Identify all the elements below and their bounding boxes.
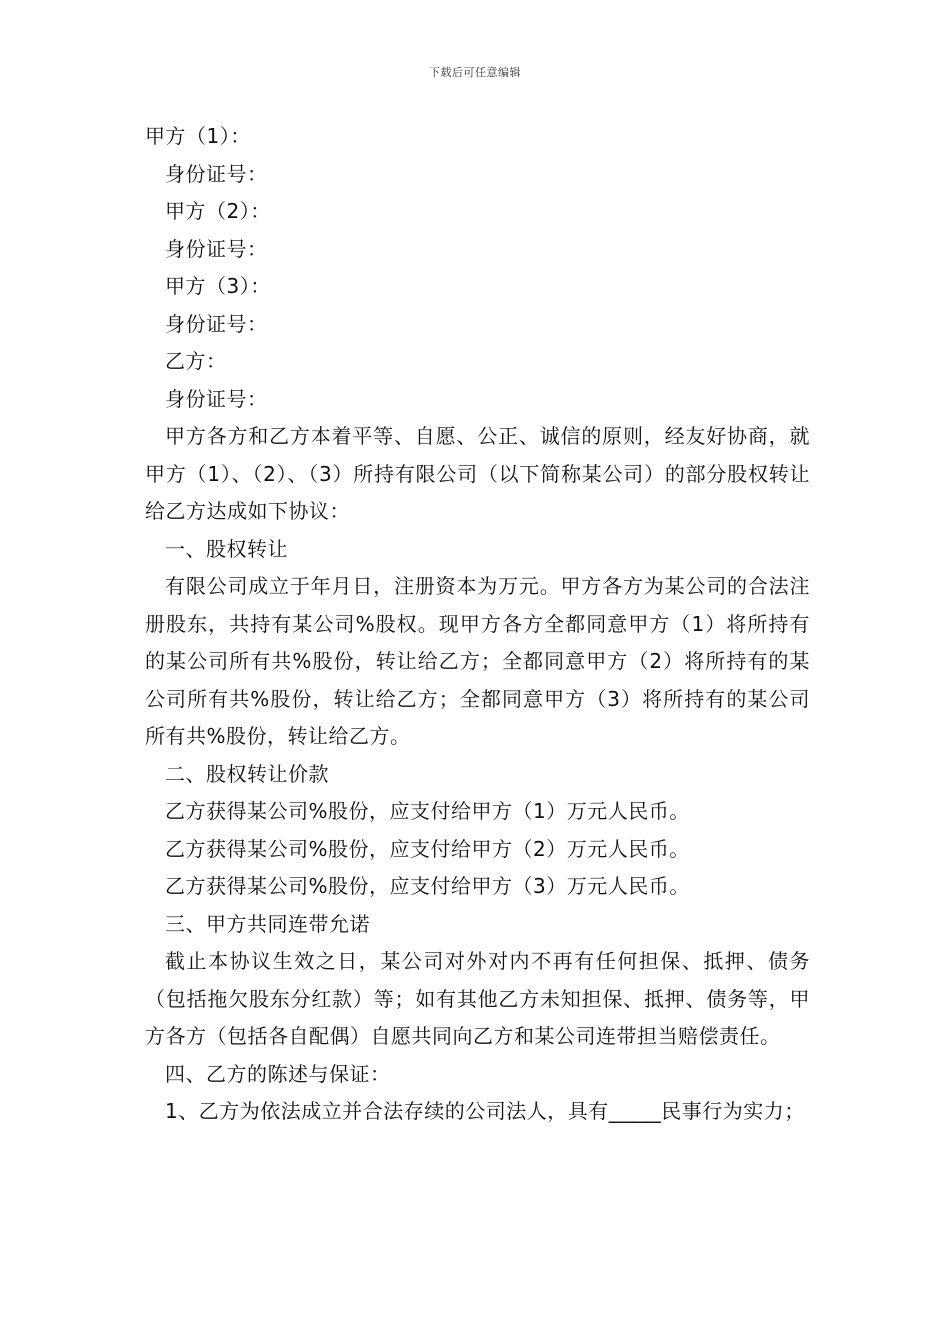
party-a1-id-label: 身份证号： xyxy=(165,161,268,186)
section-4-heading: 四、乙方的陈述与保证： xyxy=(165,1061,391,1086)
section-1-heading: 一、股权转让 xyxy=(165,536,288,561)
party-b-label: 乙方： xyxy=(165,349,227,373)
party-b-id-label: 身份证号： xyxy=(165,386,268,411)
document-body xyxy=(145,118,810,1131)
payment-line-a3: 乙方获得某公司%股份，应支付给甲方（3）万元人民币。 xyxy=(165,874,690,898)
section-3-heading: 三、甲方共同连带允诺 xyxy=(165,911,370,936)
section-4-item-1: 1、乙方为依法成立并合法存续的公司法人，具有_____民事行为实力； xyxy=(165,1099,805,1123)
party-a3-id-label: 身份证号： xyxy=(165,311,268,336)
page-header-note: 下载后可任意编辑 xyxy=(429,66,521,79)
party-a1-label: 甲方（1）： xyxy=(145,124,251,148)
party-a3-label: 甲方（3）： xyxy=(165,274,271,298)
section-3-paragraph: 截止本协议生效之日，某公司对外对内不再有任何担保、抵押、债务（包括拖欠股东分红款）等；如有其他乙方未知担保、抵押、债务等，甲方各方（包括各自配偶）自愿共同向乙方和某公司连带担当赔偿责任。 xyxy=(145,949,810,1048)
section-2-heading: 二、股权转让价款 xyxy=(165,761,329,786)
payment-line-a1: 乙方获得某公司%股份，应支付给甲方（1）万元人民币。 xyxy=(165,799,690,823)
party-a2-id-label: 身份证号： xyxy=(165,236,268,261)
payment-line-a2: 乙方获得某公司%股份，应支付给甲方（2）万元人民币。 xyxy=(165,836,690,861)
section-1-paragraph: 有限公司成立于年月日，注册资本为万元。甲方各方为某公司的合法注册股东，共持有某公司%股权。现甲方各方全都同意甲方（1）将所持有的某公司所有共%股份，转让给乙方；全都同意甲方（2）将所持有的某公司所有共%股份，转让给乙方；全都同意甲方（3）将所持有的某公司所有共%股份，转让给乙方。 xyxy=(145,574,810,748)
party-a2-label: 甲方（2）： xyxy=(165,199,271,223)
preamble-paragraph: 甲方各方和乙方本着平等、自愿、公正、诚信的原则，经友好协商，就甲方（1）、（2）、（3）所持有限公司（以下简称某公司）的部分股权转让给乙方达成如下协议： xyxy=(145,424,810,523)
